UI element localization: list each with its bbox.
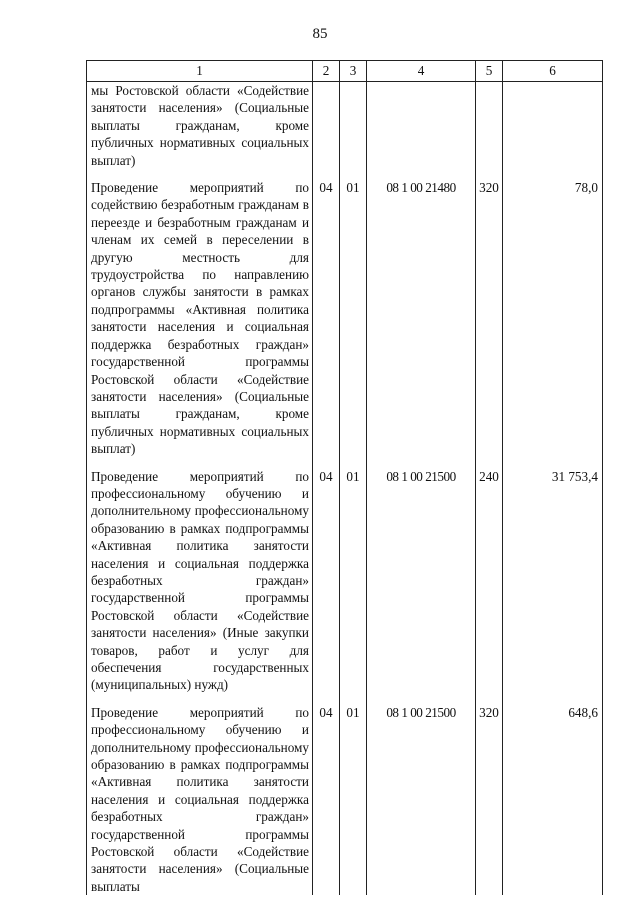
column-header: 3 — [340, 61, 367, 82]
column-header: 5 — [476, 61, 503, 82]
row-target-code — [367, 82, 476, 170]
budget-table — [86, 60, 603, 895]
row-section: 04 — [313, 458, 340, 694]
row-section: 04 — [313, 169, 340, 458]
table-row — [87, 169, 603, 458]
row-amount: 31 753,4 — [503, 458, 603, 694]
row-expense-type — [476, 82, 503, 170]
column-header: 2 — [313, 61, 340, 82]
table-row — [87, 82, 603, 170]
row-description: Проведение мероприятий по профессиональному обучению и дополнительному профессиональному образованию в рамках подпрограммы «Активная политика занятости населения и социальная поддержка безработных граждан» государственной программы Ростовской области «Содействие занятости населения» (Иные закупки товаров, работ и услуг для обеспечения государственных (муниципальных) нужд) — [87, 458, 313, 694]
row-target-code: 08 1 00 21480 — [367, 169, 476, 458]
row-amount — [503, 82, 603, 170]
row-expense-type: 240 — [476, 458, 503, 694]
row-target-code: 08 1 00 21500 — [367, 458, 476, 694]
column-header: 6 — [503, 61, 603, 82]
row-subsection: 01 — [340, 694, 367, 895]
header-row — [87, 61, 603, 82]
row-description: Проведение мероприятий по профессиональному обучению и дополнительному профессиональному образованию в рамках подпрограммы «Активная политика занятости населения и социальная поддержка безработных граждан» государственной программы Ростовской области «Содействие занятости населения» (Социальные выплаты — [87, 694, 313, 895]
table-row — [87, 694, 603, 895]
row-amount: 78,0 — [503, 169, 603, 458]
row-expense-type: 320 — [476, 694, 503, 895]
column-header: 4 — [367, 61, 476, 82]
row-amount: 648,6 — [503, 694, 603, 895]
row-section: 04 — [313, 694, 340, 895]
page-number: 85 — [312, 26, 328, 42]
row-target-code: 08 1 00 21500 — [367, 694, 476, 895]
column-header: 1 — [87, 61, 313, 82]
row-subsection — [340, 82, 367, 170]
row-description: Проведение мероприятий по содействию безработным гражданам в переезде и безработным гражданам и членам их семей в переселении в другую местность для трудоустройства по направлению органов службы занятости в рамках подпрограммы «Активная политика занятости населения и социальная поддержка безработных граждан» государственной программы Ростовской области «Содействие занятости населения» (Социальные выплаты гражданам, кроме публичных нормативных социальных выплат) — [87, 169, 313, 458]
row-expense-type: 320 — [476, 169, 503, 458]
row-subsection: 01 — [340, 458, 367, 694]
row-description: мы Ростовской области «Содействие занятости населения» (Социальные выплаты гражданам, кроме публичных нормативных социальных выплат) — [87, 82, 313, 170]
table-row — [87, 458, 603, 694]
row-section — [313, 82, 340, 170]
row-subsection: 01 — [340, 169, 367, 458]
